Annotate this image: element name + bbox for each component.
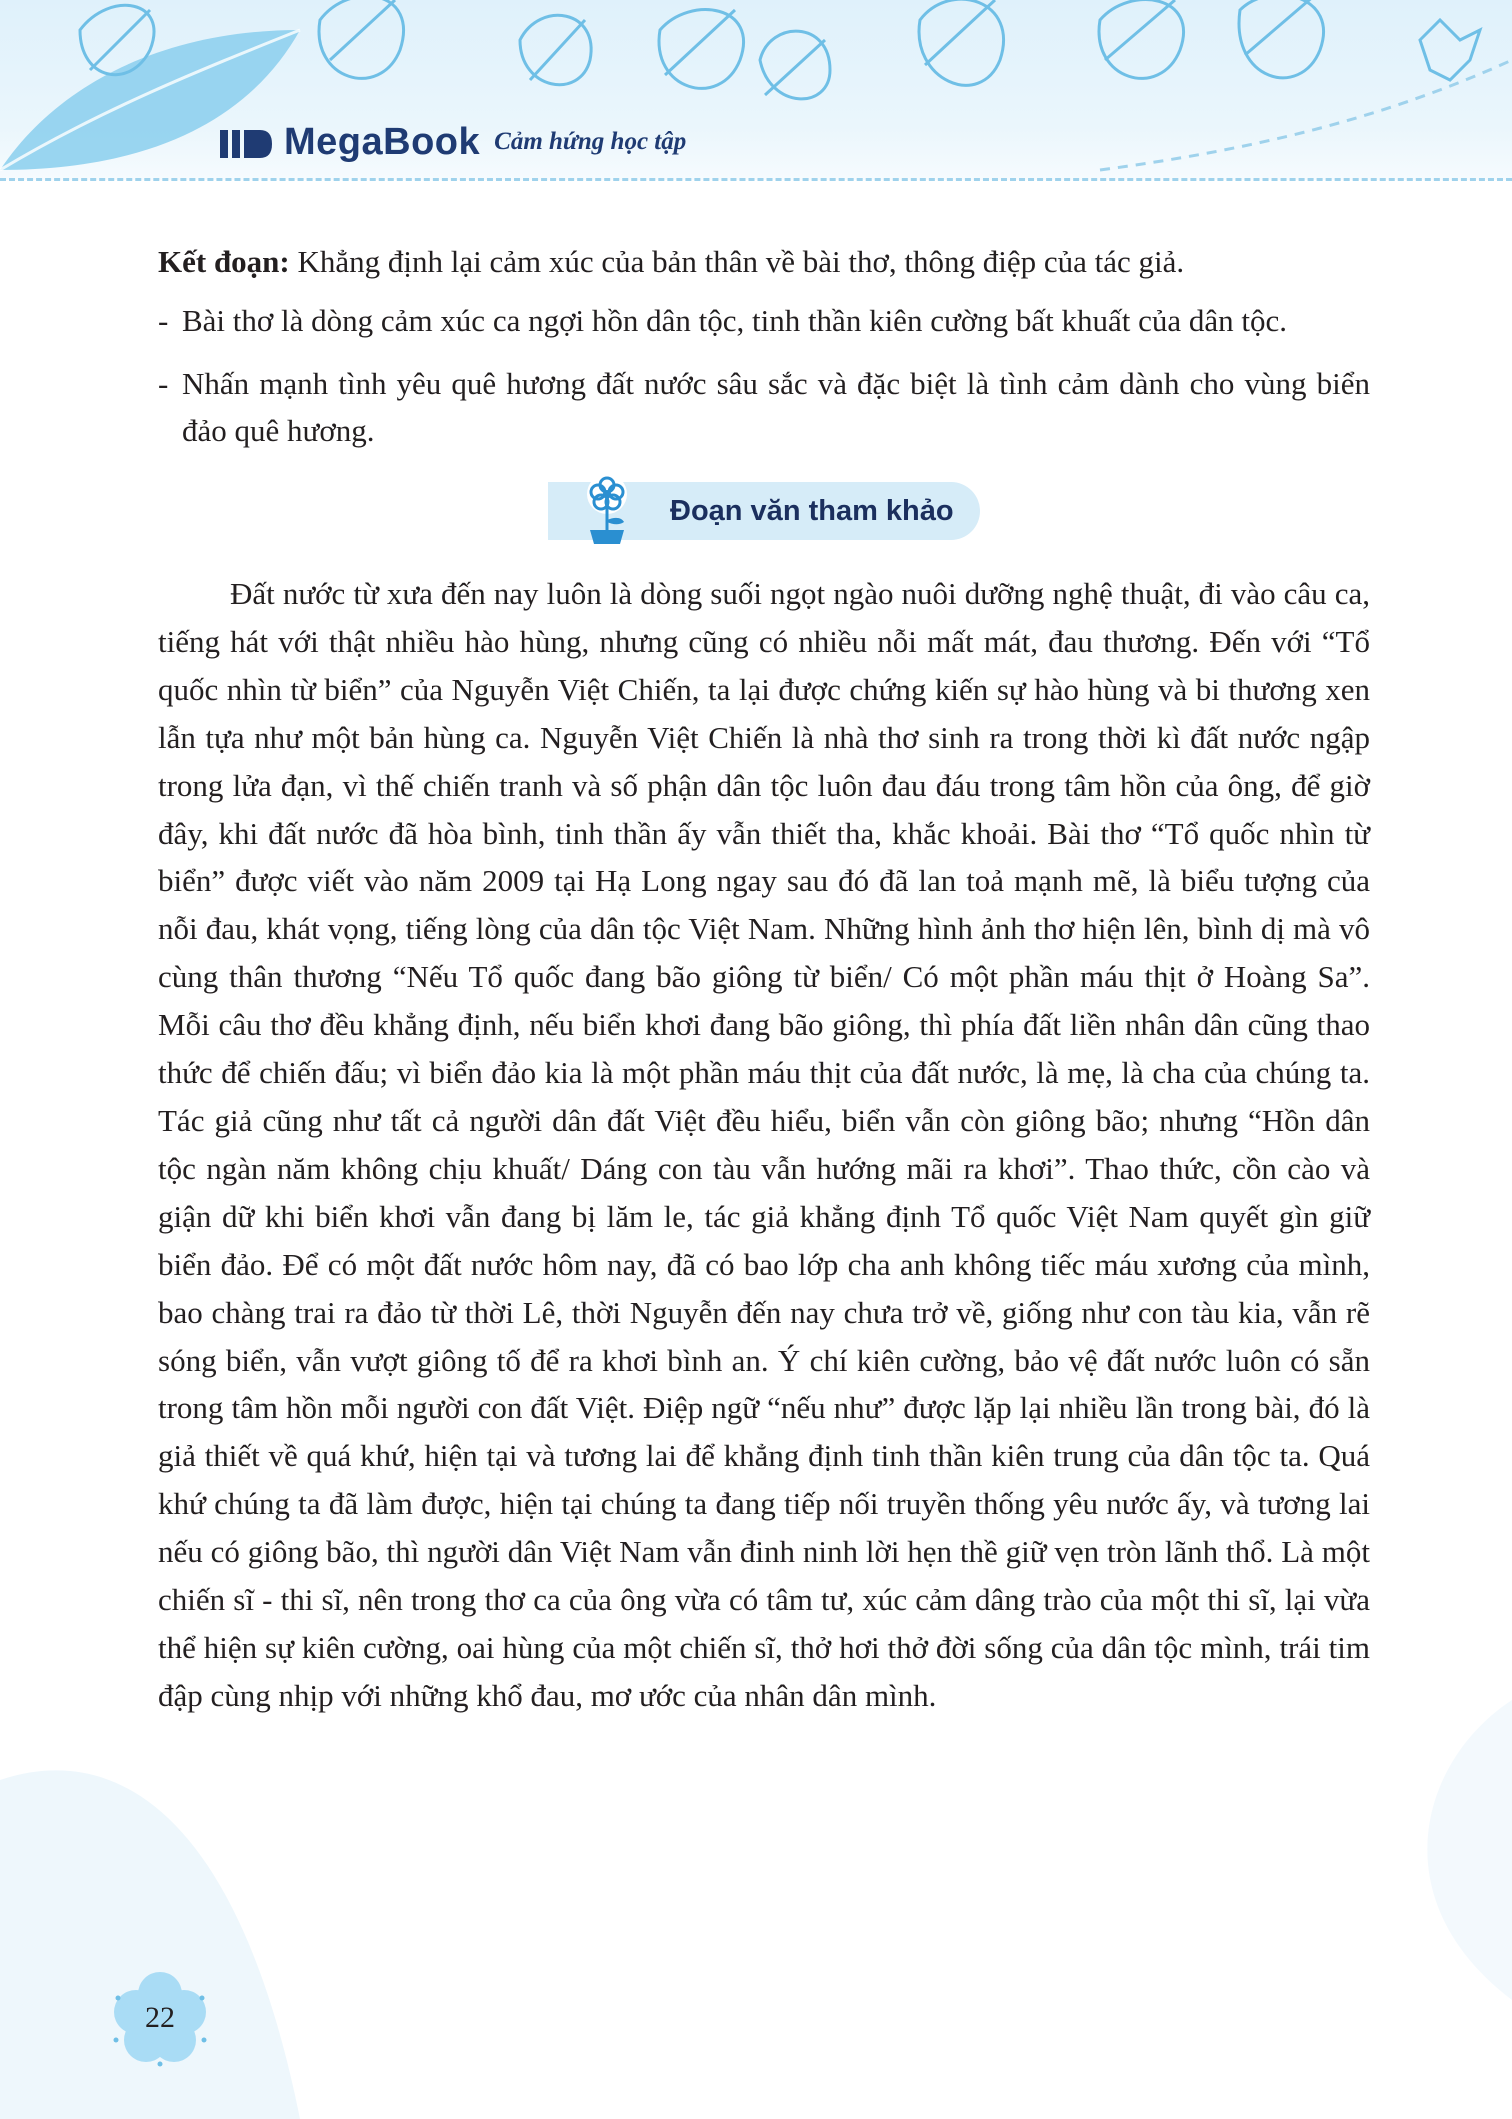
brand — [220, 112, 686, 162]
conclusion-text: Khẳng định lại cảm xúc của bản thân về bài thơ, thông điệp của tác giả. — [289, 244, 1185, 279]
header-divider — [0, 178, 1512, 181]
brand-slogan: Cảm hứng học tập — [494, 128, 687, 155]
conclusion-label: Kết đoạn: — [158, 244, 290, 279]
background-wave-decoration — [0, 1700, 1512, 2119]
page-number-text: 22 — [145, 2001, 175, 2034]
page-header — [0, 0, 1512, 180]
list-item: - Nhấn mạnh tình yêu quê hương đất nước sâu sắc và đặc biệt là tình cảm dành cho vùng biển đảo quê hương. — [158, 360, 1370, 454]
page-number — [110, 1968, 210, 2068]
reference-paragraph: Đất nước từ xưa đến nay luôn là dòng suối ngọt ngào nuôi dưỡng nghệ thuật, đi vào câu ca, tiếng hát với thật nhiều hào hùng, nhưng cũng có nhiều nỗi mất mát, đau thương. Đến với “Tổ quốc nhìn từ biển” của Nguyễn Việt Chiến, ta lại được chứng kiến sự hào hùng và bi thương xen lẫn tựa như một bản hùng ca. Nguyễn Việt Chiến là nhà thơ sinh ra trong thời kì đất nước ngập trong lửa đạn, vì thế chiến tranh và số phận dân tộc luôn đau đáu trong tâm hồn của ông, để giờ đây, khi đất nước đã hòa bình, tinh thần ấy vẫn thiết tha, khắc khoải. Bài thơ “Tổ quốc nhìn từ biển” được viết vào năm 2009 tại Hạ Long ngay sau đó đã lan toả mạnh mẽ, là biểu tượng của nỗi đau, khát vọng, tiếng lòng của dân tộc Việt Nam. Những hình ảnh thơ hiện lên, bình dị mà vô cùng thân thương “Nếu Tổ quốc đang bão giông từ biển/ Có một phần máu thịt ở Hoàng Sa”. Mỗi câu thơ đều khẳng định, nếu biển khơi đang bão giông, thì phía đất liền nhân dân cũng thao thức để chiến đấu; vì biển đảo kia là một phần máu thịt của đất nước, là mẹ, là cha của chúng ta. Tác giả cũng như tất cả người dân đất Việt đều hiểu, biển vẫn còn giông bão; nhưng “Hồn dân tộc ngàn năm không chịu khuất/ Dáng con tàu vẫn hướng mãi ra khơi”. Thao thức, cồn cào và giận dữ khi biển khơi vẫn đang bị lăm le, tác giả khẳng định Tổ quốc Việt Nam quyết gìn giữ biển đảo. Để có một đất nước hôm nay, đã có bao lớp cha anh không tiếc máu xương của mình, bao chàng trai ra đảo từ thời Lê, thời Nguyễn đến nay chưa trở về, giống như con tàu kia, vẫn rẽ sóng biển, vẫn vượt giông tố để ra khơi bình an. Ý chí kiên cường, bảo vệ đất nước luôn có sẵn trong tâm hồn mỗi người con đất Việt. Điệp ngữ “nếu như” được lặp lại nhiều lần trong bài, đó là giả thiết về quá khứ, hiện tại và tương lai để khẳng định tinh thần kiên trung của dân tộc ta. Quá khứ chúng ta đã làm được, hiện tại chúng ta đang tiếp nối truyền thống yêu nước ấy, và tương lai nếu có giông bão, thì người dân Việt Nam vẫn đinh ninh lời hẹn thề giữ vẹn tròn lãnh thổ. Là một chiến sĩ - thi sĩ, nên trong thơ ca của ông vừa có tâm tư, xúc cảm dâng trào của một thi sĩ, lại vừa thể hiện sự kiên cường, oai hùng của một chiến sĩ, thở hơi thở đời sống của dân tộc mình, trái tim đập cùng nhịp với những khổ đau, mơ ước của nhân dân mình. — [158, 576, 1370, 1713]
section-heading-wrap — [158, 482, 1370, 540]
megabook-logo-icon — [220, 126, 274, 162]
flower-pot-icon — [572, 472, 642, 548]
list-item: - Bài thơ là dòng cảm xúc ca ngợi hồn dân tộc, tinh thần kiên cường bất khuất của dân tộc. — [158, 297, 1370, 344]
brand-name: MegaBook — [284, 121, 481, 163]
section-title: Đoạn văn tham khảo — [670, 494, 954, 527]
conclusion-bullets — [158, 297, 1370, 454]
section-heading — [548, 482, 980, 540]
conclusion-lead — [158, 238, 1370, 285]
main-content — [158, 238, 1370, 1720]
